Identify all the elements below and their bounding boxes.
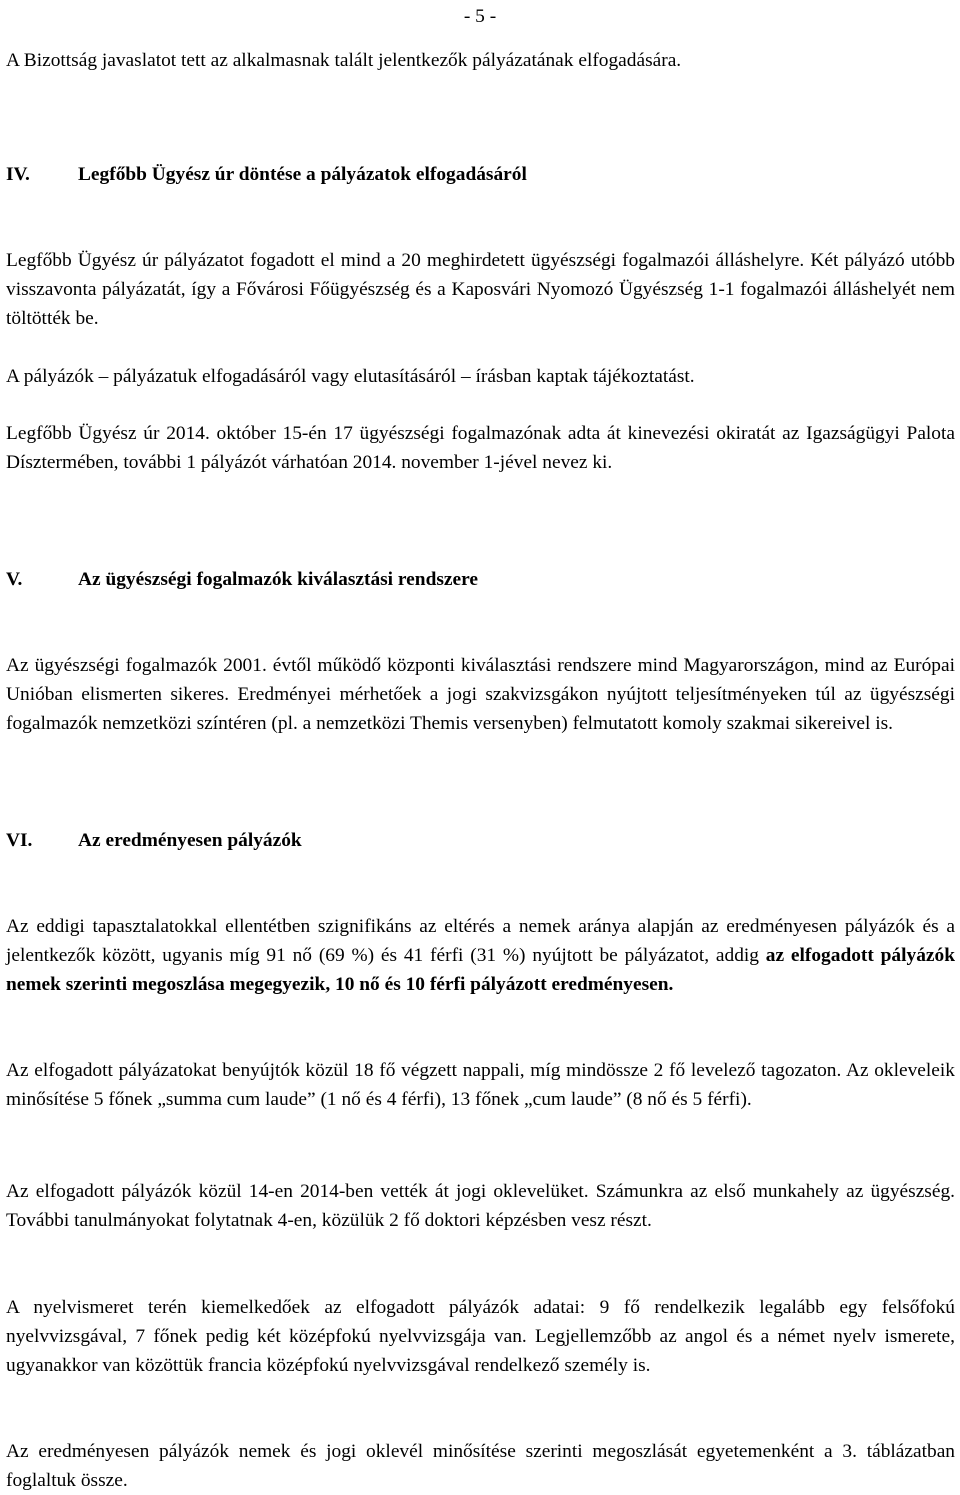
emphasized-text: az elfogadott pályázók nemek szerinti megoszlása megegyezik, 10 nő és 10 férfi pályázott eredményesen. <box>6 945 955 995</box>
paragraph: Legfőbb Ügyész úr 2014. október 15-én 17 ügyészségi fogalmazónak adta át kinevezési okiratát az Igazságügyi Palota Dísztermében, további 1 pályázót várhatóan 2014. november 1-jével nevez ki. <box>6 423 955 473</box>
paragraph: Az eredményesen pályázók nemek és jogi oklevél minősítése szerinti megoszlását egyetemenként a 3. táblázatban foglaltuk össze. <box>6 1441 955 1491</box>
section-heading-iv <box>6 160 527 189</box>
intro-paragraph: A Bizottság javaslatot tett az alkalmasnak talált jelentkezők pályázatának elfogadására. <box>6 50 682 71</box>
section-number: V. <box>6 569 23 590</box>
paragraph-text: Az eddigi tapasztalatokkal ellentétben szignifikáns az eltérés a nemek aránya alapján az eredményesen pályázók és a jelentkezők között, ugyanis míg 91 nő (69 %) és 41 férfi (31 %) nyújtott be pályázatot, addig <box>6 916 955 966</box>
paragraph: Az ügyészségi fogalmazók 2001. évtől működő központi kiválasztási rendszere mind Magyarországon, mind az Európai Unióban elismerten sikeres. Eredményei mérhetőek a jogi szakvizsgákon nyújtott teljesítményeken túl az ügyészségi fogalmazók nemzetközi színtéren (pl. a nemzetközi Themis versenyben) felmutatott komoly szakmai sikereivel is. <box>6 655 955 734</box>
paragraph: Az elfogadott pályázatokat benyújtók közül 18 fő végzett nappali, míg mindössze 2 fő levelező tagozaton. Az okleveleik minősítése 5 főnek „summa cum laude” (1 nő és 4 férfi), 13 főnek „cum laude” (8 nő és 5 férfi). <box>6 1060 955 1110</box>
paragraph <box>6 912 955 999</box>
paragraph: Legfőbb Ügyész úr pályázatot fogadott el mind a 20 meghirdetett ügyészségi fogalmazói álláshelyre. Két pályázó utóbb visszavonta pályázatát, így a Fővárosi Főügyészség és a Kaposvári Nyomozó Ügyészség 1-1 fogalmazói álláshelyét nem töltötték be. <box>6 250 955 329</box>
section-title: Az eredményesen pályázók <box>78 830 302 851</box>
section-heading-vi <box>6 826 302 855</box>
section-number: VI. <box>6 830 33 851</box>
paragraph: Az elfogadott pályázók közül 14-en 2014-ben vették át jogi oklevelüket. Számunkra az első munkahely az ügyészség. További tanulmányokat folytatnak 4-en, közülük 2 fő doktori képzésben vesz részt. <box>6 1181 955 1231</box>
paragraph: A pályázók – pályázatuk elfogadásáról vagy elutasításáról – írásban kaptak tájékoztatást. <box>6 366 695 387</box>
section-title: Legfőbb Ügyész úr döntése a pályázatok elfogadásáról <box>78 164 527 185</box>
page-number: - 5 - <box>463 6 497 27</box>
paragraph: A nyelvismeret terén kiemelkedőek az elfogadott pályázók adatai: 9 fő rendelkezik legalább egy felsőfokú nyelvvizsgával, 7 főnek pedig két középfokú nyelvvizsgája van. Legjellemzőbb az angol és a német nyelv ismerete, ugyanakkor van közöttük francia középfokú nyelvvizsgával rendelkező személy is. <box>6 1297 955 1376</box>
section-heading-v <box>6 565 478 594</box>
section-number: IV. <box>6 164 30 185</box>
section-title: Az ügyészségi fogalmazók kiválasztási rendszere <box>78 569 478 590</box>
